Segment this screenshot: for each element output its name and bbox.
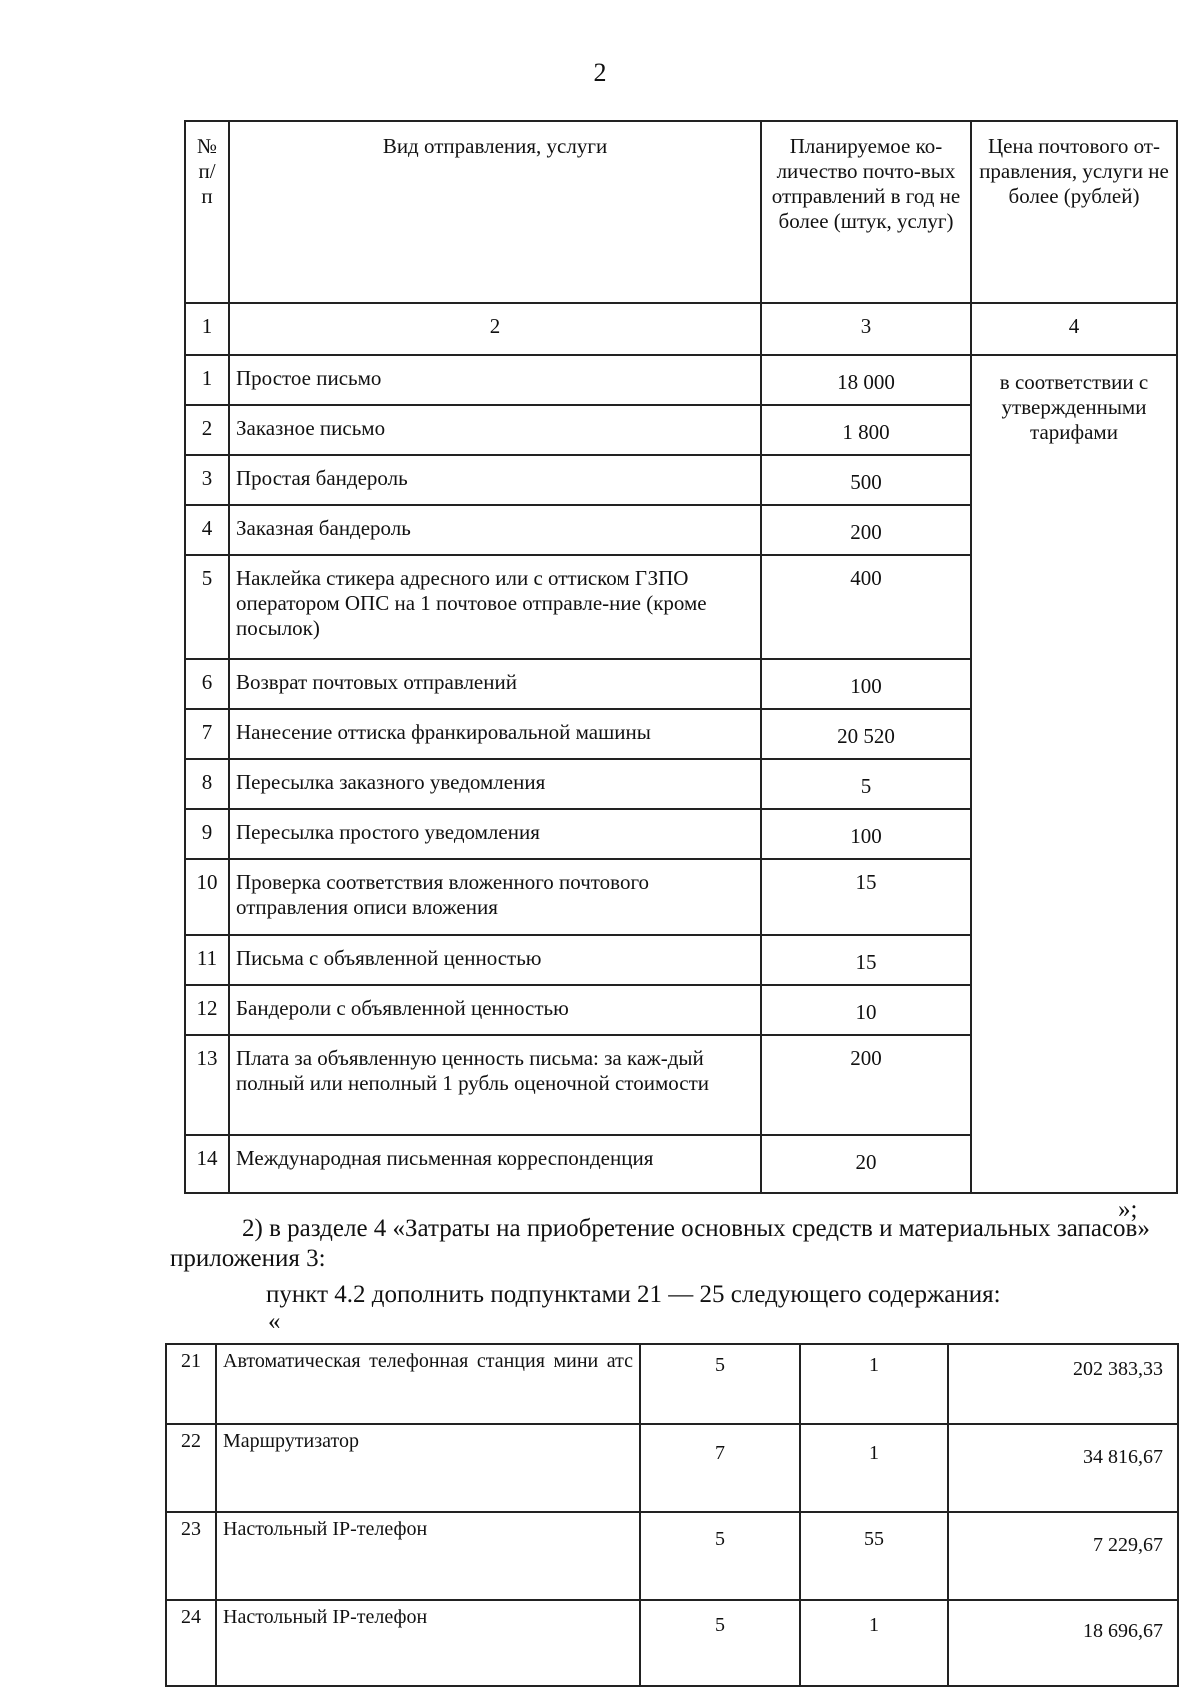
row-quantity: 200	[761, 505, 971, 555]
row-service-name: Простая бандероль	[229, 455, 761, 505]
row-column-3: 5	[640, 1600, 800, 1686]
row-service-name: Возврат почтовых отправлений	[229, 659, 761, 709]
row-quantity: 20 520	[761, 709, 971, 759]
row-number: 4	[185, 505, 229, 555]
table-row	[166, 1344, 1178, 1424]
row-quantity: 15	[761, 859, 971, 935]
column-index: 1	[185, 303, 229, 355]
row-number: 24	[166, 1600, 216, 1686]
row-service-name: Нанесение оттиска франкировальной машины	[229, 709, 761, 759]
row-item-name	[216, 1344, 640, 1424]
table-row	[166, 1512, 1178, 1600]
page-number: 2	[593, 58, 607, 87]
row-column-4: 55	[800, 1512, 948, 1600]
row-quantity: 500	[761, 455, 971, 505]
row-cost: 34 816,67	[948, 1424, 1178, 1512]
row-number: 6	[185, 659, 229, 709]
row-service-name: Проверка соответствия вложенного почтового отправления описи вложения	[229, 859, 761, 935]
closing-quote: »;	[1118, 1196, 1138, 1223]
table-header-row	[185, 121, 1177, 303]
row-number: 23	[166, 1512, 216, 1600]
row-number: 10	[185, 859, 229, 935]
row-quantity: 1 800	[761, 405, 971, 455]
row-number: 1	[185, 355, 229, 405]
paragraph-item-2: 2) в разделе 4 «Затраты на приобретение основных средств и материальных запасов» приложения 3:	[170, 1215, 1150, 1272]
row-column-3: 5	[640, 1344, 800, 1424]
column-index-row	[185, 303, 1177, 355]
row-quantity: 10	[761, 985, 971, 1035]
row-cost: 7 229,67	[948, 1512, 1178, 1600]
row-cost: 18 696,67	[948, 1600, 1178, 1686]
row-quantity: 400	[761, 555, 971, 659]
fixed-assets-table	[165, 1343, 1179, 1687]
header-price: Цена почтового от-правления, услуги не более (рублей)	[971, 121, 1177, 303]
paragraph-supplement: пункт 4.2 дополнить подпунктами 21 — 25 следующего содержания:	[266, 1281, 1001, 1308]
row-quantity: 20	[761, 1135, 971, 1193]
row-quantity: 100	[761, 659, 971, 709]
row-quantity: 200	[761, 1035, 971, 1135]
row-column-3: 7	[640, 1424, 800, 1512]
row-number: 5	[185, 555, 229, 659]
row-service-name: Письма с объявленной ценностью	[229, 935, 761, 985]
postal-services-table	[184, 120, 1178, 1194]
row-quantity: 100	[761, 809, 971, 859]
row-service-name: Международная письменная корреспонденция	[229, 1135, 761, 1193]
row-service-name: Пересылка заказного уведомления	[229, 759, 761, 809]
price-note: в соответствии с утвержденными тарифами	[971, 355, 1177, 1193]
row-number: 2	[185, 405, 229, 455]
row-item-name: Маршрутизатор	[216, 1424, 640, 1512]
row-quantity: 18 000	[761, 355, 971, 405]
row-item-name: Настольный IP-телефон	[216, 1600, 640, 1686]
row-number: 21	[166, 1344, 216, 1424]
row-service-name: Заказное письмо	[229, 405, 761, 455]
row-quantity: 5	[761, 759, 971, 809]
row-column-4: 1	[800, 1600, 948, 1686]
table-row	[166, 1424, 1178, 1512]
row-cost: 202 383,33	[948, 1344, 1178, 1424]
row-number: 3	[185, 455, 229, 505]
row-item-name: Настольный IP-телефон	[216, 1512, 640, 1600]
table-row	[166, 1600, 1178, 1686]
column-index: 4	[971, 303, 1177, 355]
row-service-name: Простое письмо	[229, 355, 761, 405]
row-number: 8	[185, 759, 229, 809]
row-column-4: 1	[800, 1344, 948, 1424]
row-service-name: Наклейка стикера адресного или с оттиском ГЗПО оператором ОПС на 1 почтовое отправле-ние (кроме посылок)	[229, 555, 761, 659]
opening-quote: «	[268, 1308, 281, 1335]
row-column-3: 5	[640, 1512, 800, 1600]
row-number: 14	[185, 1135, 229, 1193]
row-number: 9	[185, 809, 229, 859]
header-service-type: Вид отправления, услуги	[229, 121, 761, 303]
table-row	[185, 355, 1177, 405]
row-service-name: Бандероли с объявленной ценностью	[229, 985, 761, 1035]
row-number: 7	[185, 709, 229, 759]
row-column-4: 1	[800, 1424, 948, 1512]
column-index: 2	[229, 303, 761, 355]
header-planned-quantity: Планируемое ко-личество почто-вых отправлений в год не более (штук, услуг)	[761, 121, 971, 303]
row-item-name-text: Автоматическая телефонная станция мини атс	[223, 1350, 633, 1372]
header-number: № п/ п	[185, 121, 229, 303]
column-index: 3	[761, 303, 971, 355]
row-number: 13	[185, 1035, 229, 1135]
row-number: 12	[185, 985, 229, 1035]
row-service-name: Заказная бандероль	[229, 505, 761, 555]
row-service-name: Пересылка простого уведомления	[229, 809, 761, 859]
row-quantity: 15	[761, 935, 971, 985]
row-number: 11	[185, 935, 229, 985]
row-service-name: Плата за объявленную ценность письма: за каж-дый полный или неполный 1 рубль оценочной стоимости	[229, 1035, 761, 1135]
row-number: 22	[166, 1424, 216, 1512]
